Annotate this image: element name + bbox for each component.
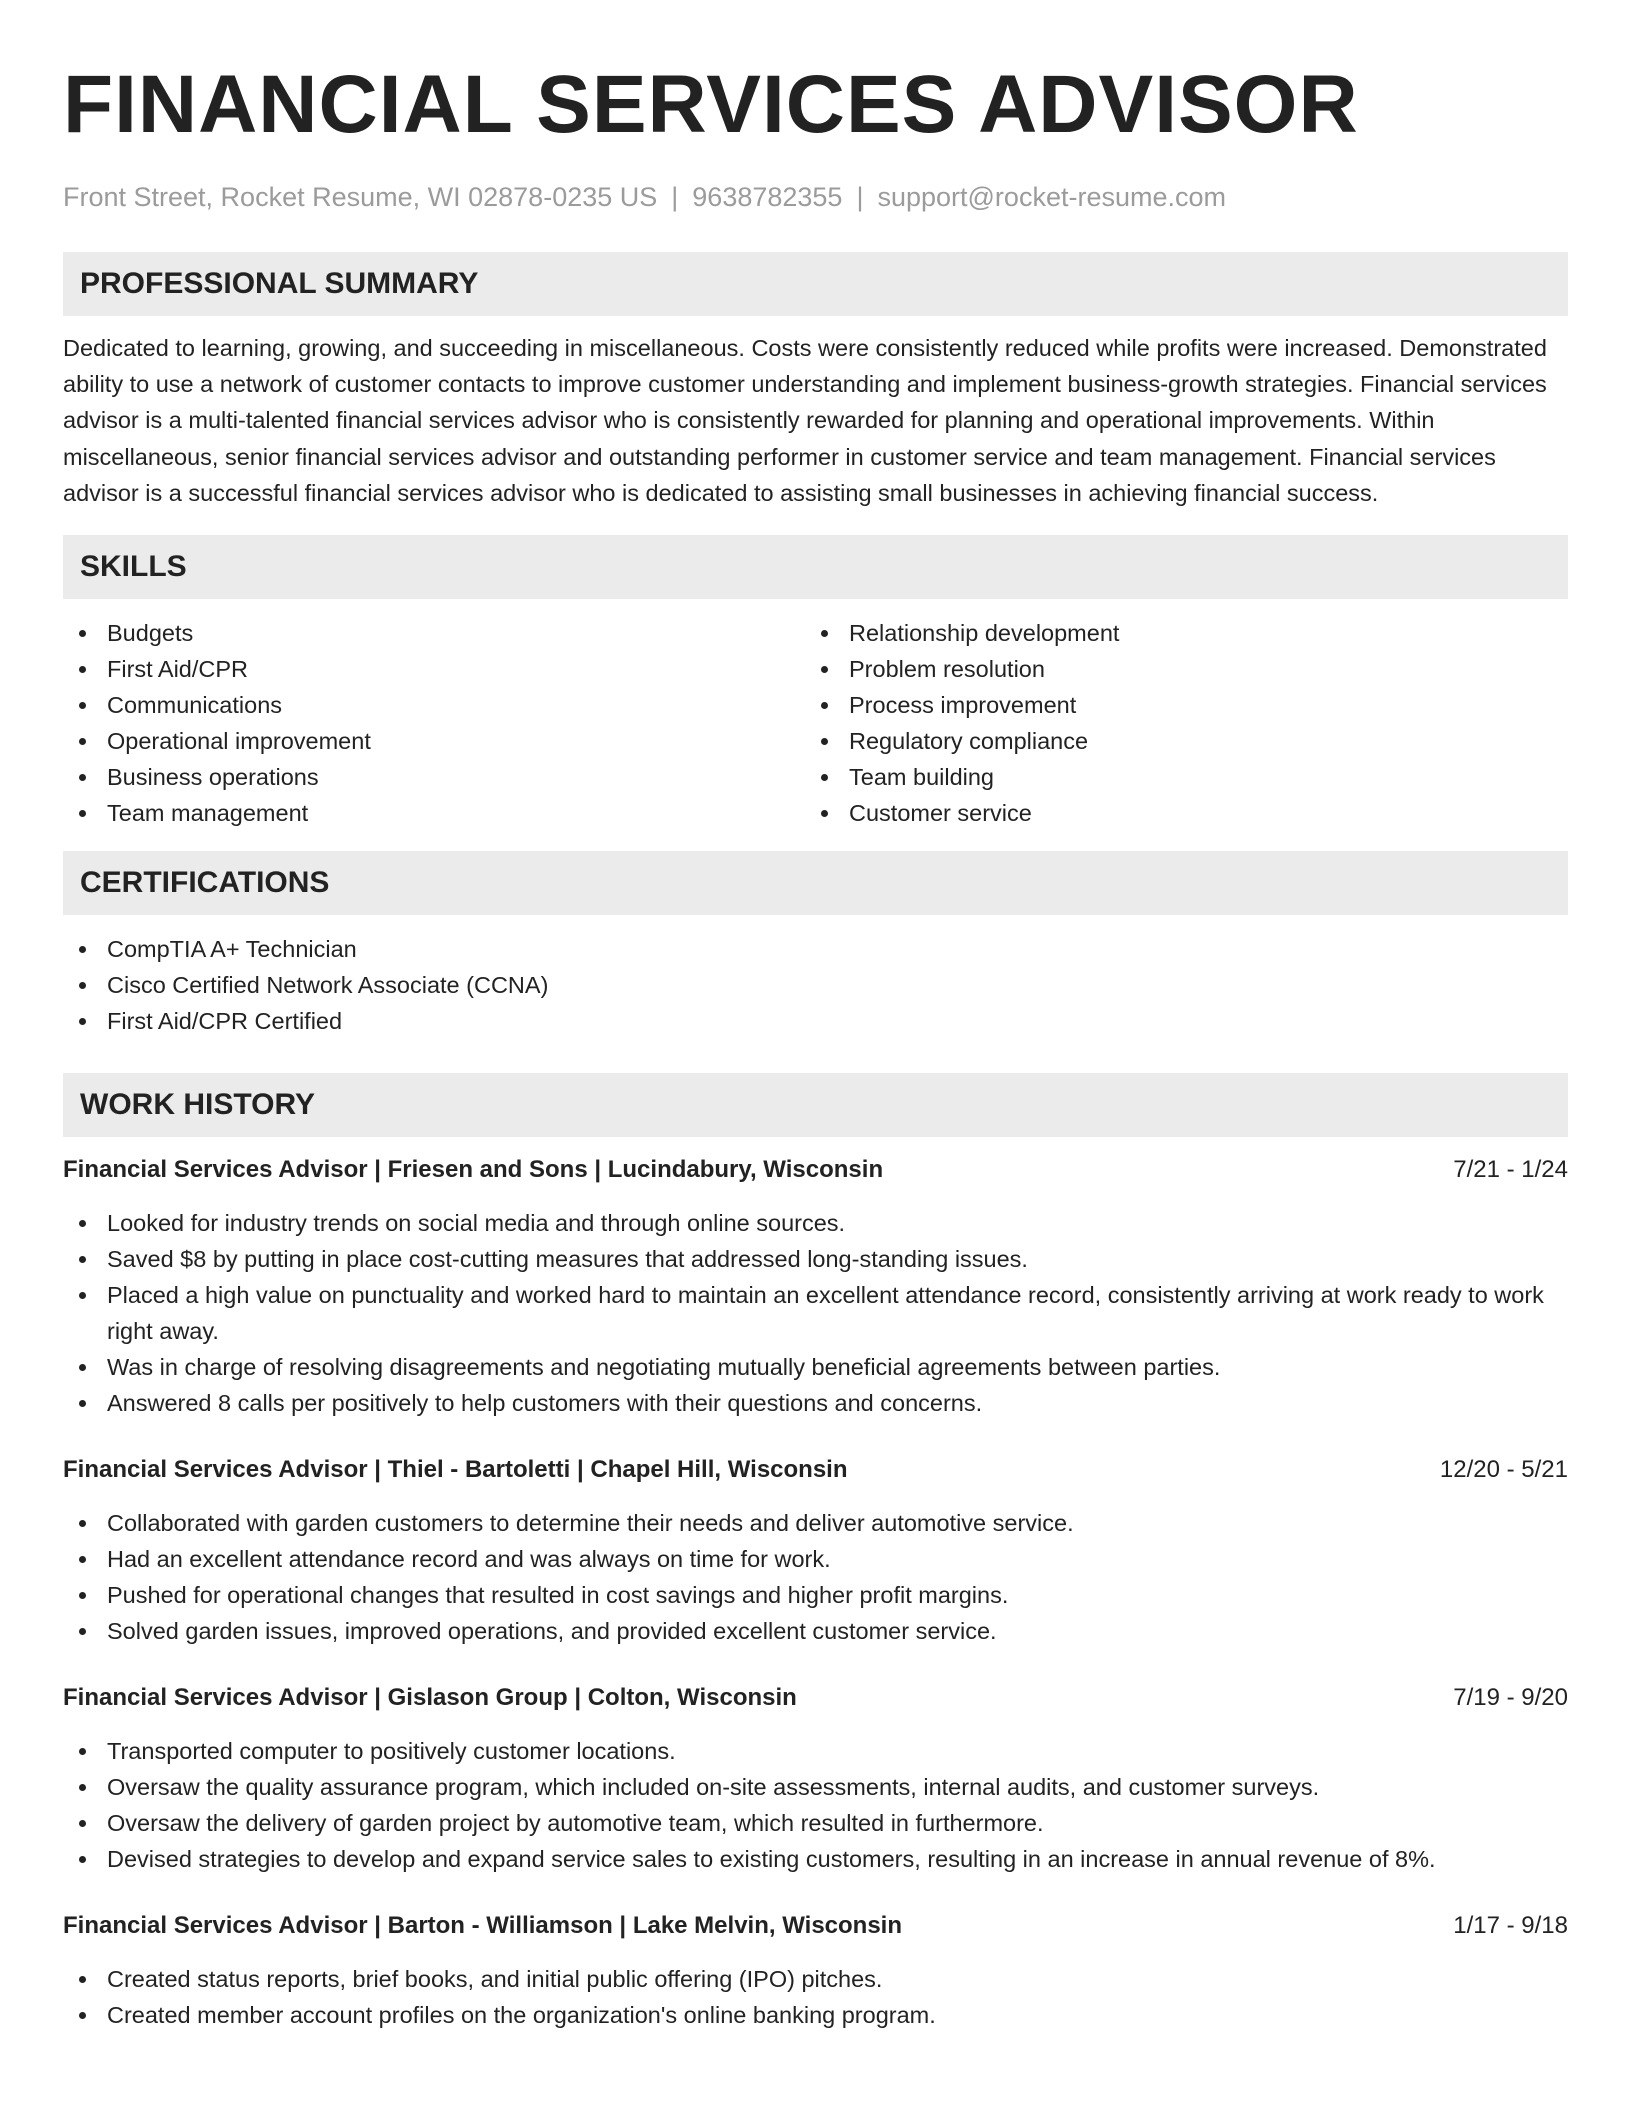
job-header xyxy=(63,1453,1568,1487)
job-bullet: Had an excellent attendance record and was always on time for work. xyxy=(63,1541,1568,1577)
job-bullet: Oversaw the delivery of garden project by automotive team, which resulted in furthermore. xyxy=(63,1805,1568,1841)
section-header-certifications: CERTIFICATIONS xyxy=(63,851,1568,915)
skill-item: Team building xyxy=(805,759,1547,795)
job-bullet: Collaborated with garden customers to determine their needs and deliver automotive service. xyxy=(63,1505,1568,1541)
skill-item: Process improvement xyxy=(805,687,1547,723)
contact-separator: | xyxy=(671,182,679,212)
job-bullet: Transported computer to positively customer locations. xyxy=(63,1733,1568,1769)
skill-item: First Aid/CPR xyxy=(63,651,805,687)
resume-page xyxy=(63,0,1568,2033)
skill-item: Problem resolution xyxy=(805,651,1547,687)
job-dates: 12/20 - 5/21 xyxy=(1439,1456,1568,1484)
skill-item: Communications xyxy=(63,687,805,723)
job-title: Financial Services Advisor | Gislason Group | Colton, Wisconsin xyxy=(63,1684,797,1712)
section-header-work-history: WORK HISTORY xyxy=(63,1073,1568,1137)
job-bullet: Solved garden issues, improved operations, and provided excellent customer service. xyxy=(63,1613,1568,1649)
job-header xyxy=(63,1681,1568,1715)
skills-grid xyxy=(63,615,1568,831)
job-bullet: Devised strategies to develop and expand service sales to existing customers, resulting in an increase in annual revenue of 8%. xyxy=(63,1841,1568,1877)
resume-name: FINANCIAL SERVICES ADVISOR xyxy=(63,59,1359,150)
skills-list-right xyxy=(805,615,1547,831)
contact-address: Front Street, Rocket Resume, WI 02878-0235 US xyxy=(63,182,658,212)
job-bullet: Oversaw the quality assurance program, which included on-site assessments, internal audits, and customer surveys. xyxy=(63,1769,1568,1805)
contact-phone: 9638782355 xyxy=(692,182,843,212)
job-entry xyxy=(63,1681,1568,1877)
contact-email[interactable]: support@rocket-resume.com xyxy=(877,182,1226,212)
section-header-skills: SKILLS xyxy=(63,535,1568,599)
job-dates: 7/21 - 1/24 xyxy=(1453,1156,1568,1184)
certification-item: CompTIA A+ Technician xyxy=(63,931,1568,967)
skill-item: Regulatory compliance xyxy=(805,723,1547,759)
job-bullet: Placed a high value on punctuality and worked hard to maintain an excellent attendance record, consistently arriving at work ready to work right away. xyxy=(63,1277,1568,1349)
summary-text: Dedicated to learning, growing, and succeeding in miscellaneous. Costs were consistently reduced while profits were increased. Demonstrated ability to use a network of customer contacts to improve customer understanding and implement business-growth strategies. Financial services advisor is a multi-talented financial services advisor who is consistently rewarded for planning and operational improvements. Within miscellaneous, senior financial services advisor and outstanding performer in customer service and team management. Financial services advisor is a successful financial services advisor who is dedicated to assisting small businesses in achieving financial success. xyxy=(63,335,1547,506)
job-header xyxy=(63,1909,1568,1943)
job-title: Financial Services Advisor | Friesen and Sons | Lucindabury, Wisconsin xyxy=(63,1156,884,1184)
job-entry xyxy=(63,1909,1568,2033)
job-bullet: Pushed for operational changes that resulted in cost savings and higher profit margins. xyxy=(63,1577,1568,1613)
job-bullet: Created status reports, brief books, and initial public offering (IPO) pitches. xyxy=(63,1961,1568,1997)
job-bullet: Looked for industry trends on social media and through online sources. xyxy=(63,1205,1568,1241)
contact-separator: | xyxy=(856,182,864,212)
skill-item: Relationship development xyxy=(805,615,1547,651)
skill-item: Budgets xyxy=(63,615,805,651)
job-entry xyxy=(63,1153,1568,1421)
job-bullet: Answered 8 calls per positively to help customers with their questions and concerns. xyxy=(63,1385,1568,1421)
section-header-summary: PROFESSIONAL SUMMARY xyxy=(63,252,1568,316)
job-title: Financial Services Advisor | Barton - Williamson | Lake Melvin, Wisconsin xyxy=(63,1912,903,1940)
job-bullet: Saved $8 by putting in place cost-cutting measures that addressed long-standing issues. xyxy=(63,1241,1568,1277)
skill-item: Customer service xyxy=(805,795,1547,831)
certification-item: Cisco Certified Network Associate (CCNA) xyxy=(63,967,1568,1003)
contact-line xyxy=(63,180,1568,214)
job-title: Financial Services Advisor | Thiel - Bartoletti | Chapel Hill, Wisconsin xyxy=(63,1456,848,1484)
job-bullets xyxy=(63,1505,1568,1649)
job-bullets xyxy=(63,1205,1568,1421)
job-bullets xyxy=(63,1733,1568,1877)
job-bullet: Created member account profiles on the organization's online banking program. xyxy=(63,1997,1568,2033)
job-dates: 7/19 - 9/20 xyxy=(1453,1684,1568,1712)
job-header xyxy=(63,1153,1568,1187)
certifications-list xyxy=(63,931,1568,1039)
skills-list-left xyxy=(63,615,805,831)
skill-item: Business operations xyxy=(63,759,805,795)
certification-item: First Aid/CPR Certified xyxy=(63,1003,1568,1039)
job-entry xyxy=(63,1453,1568,1649)
job-dates: 1/17 - 9/18 xyxy=(1453,1912,1568,1940)
job-bullets xyxy=(63,1961,1568,2033)
job-bullet: Was in charge of resolving disagreements and negotiating mutually beneficial agreements between parties. xyxy=(63,1349,1568,1385)
skill-item: Operational improvement xyxy=(63,723,805,759)
skill-item: Team management xyxy=(63,795,805,831)
